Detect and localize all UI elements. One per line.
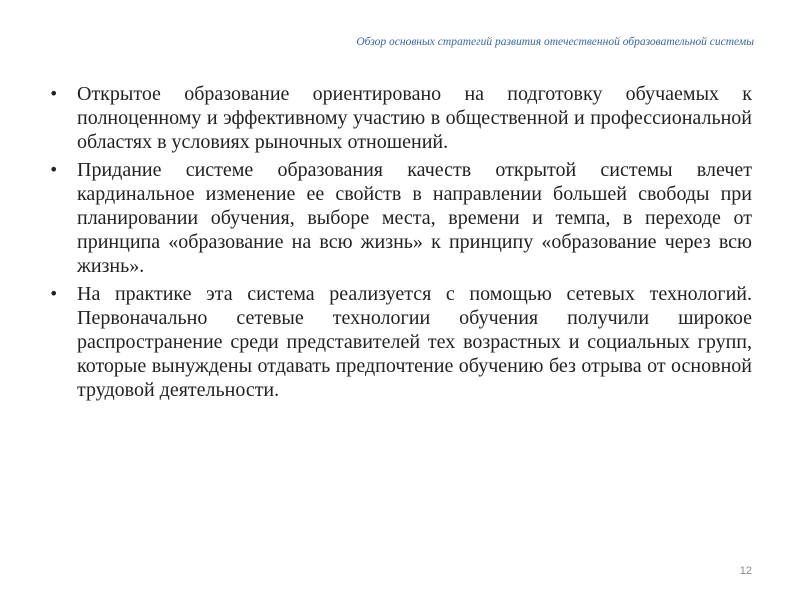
page-number: 12 xyxy=(739,565,752,577)
bullet-text: Открытое образование ориентировано на подготовку обучаемых к полноценному и эффективному участию в общественной и профессиональной областях в условиях рыночных отношений. xyxy=(77,83,752,153)
bullet-icon: • xyxy=(49,160,59,179)
bullet-item xyxy=(46,282,752,402)
bullet-icon: • xyxy=(49,84,59,103)
bullet-text: На практике эта система реализуется с помощью сетевых технологий. Первоначально сетевые технологии обучения получили широкое распространение среди представителей тех возрастных и социальных групп, которые вынуждены отдавать предпочтение обучению без отрыва от основной трудовой деятельности. xyxy=(77,283,752,401)
bullet-text: Придание системе образования качеств открытой системы влечет кардинальное изменение ее свойств в направлении большей свободы при планировании обучения, выборе места, времени и темпа, в переходе от принципа «образование на всю жизнь» к принципу «образование через всю жизнь». xyxy=(77,159,752,277)
slide-header: Обзор основных стратегий развития отечественной образовательной системы xyxy=(356,36,754,48)
bullet-icon: • xyxy=(49,284,59,303)
bullet-item xyxy=(46,158,752,278)
bullet-item xyxy=(46,82,752,154)
bullet-list xyxy=(46,82,752,402)
slide-content xyxy=(46,82,752,406)
